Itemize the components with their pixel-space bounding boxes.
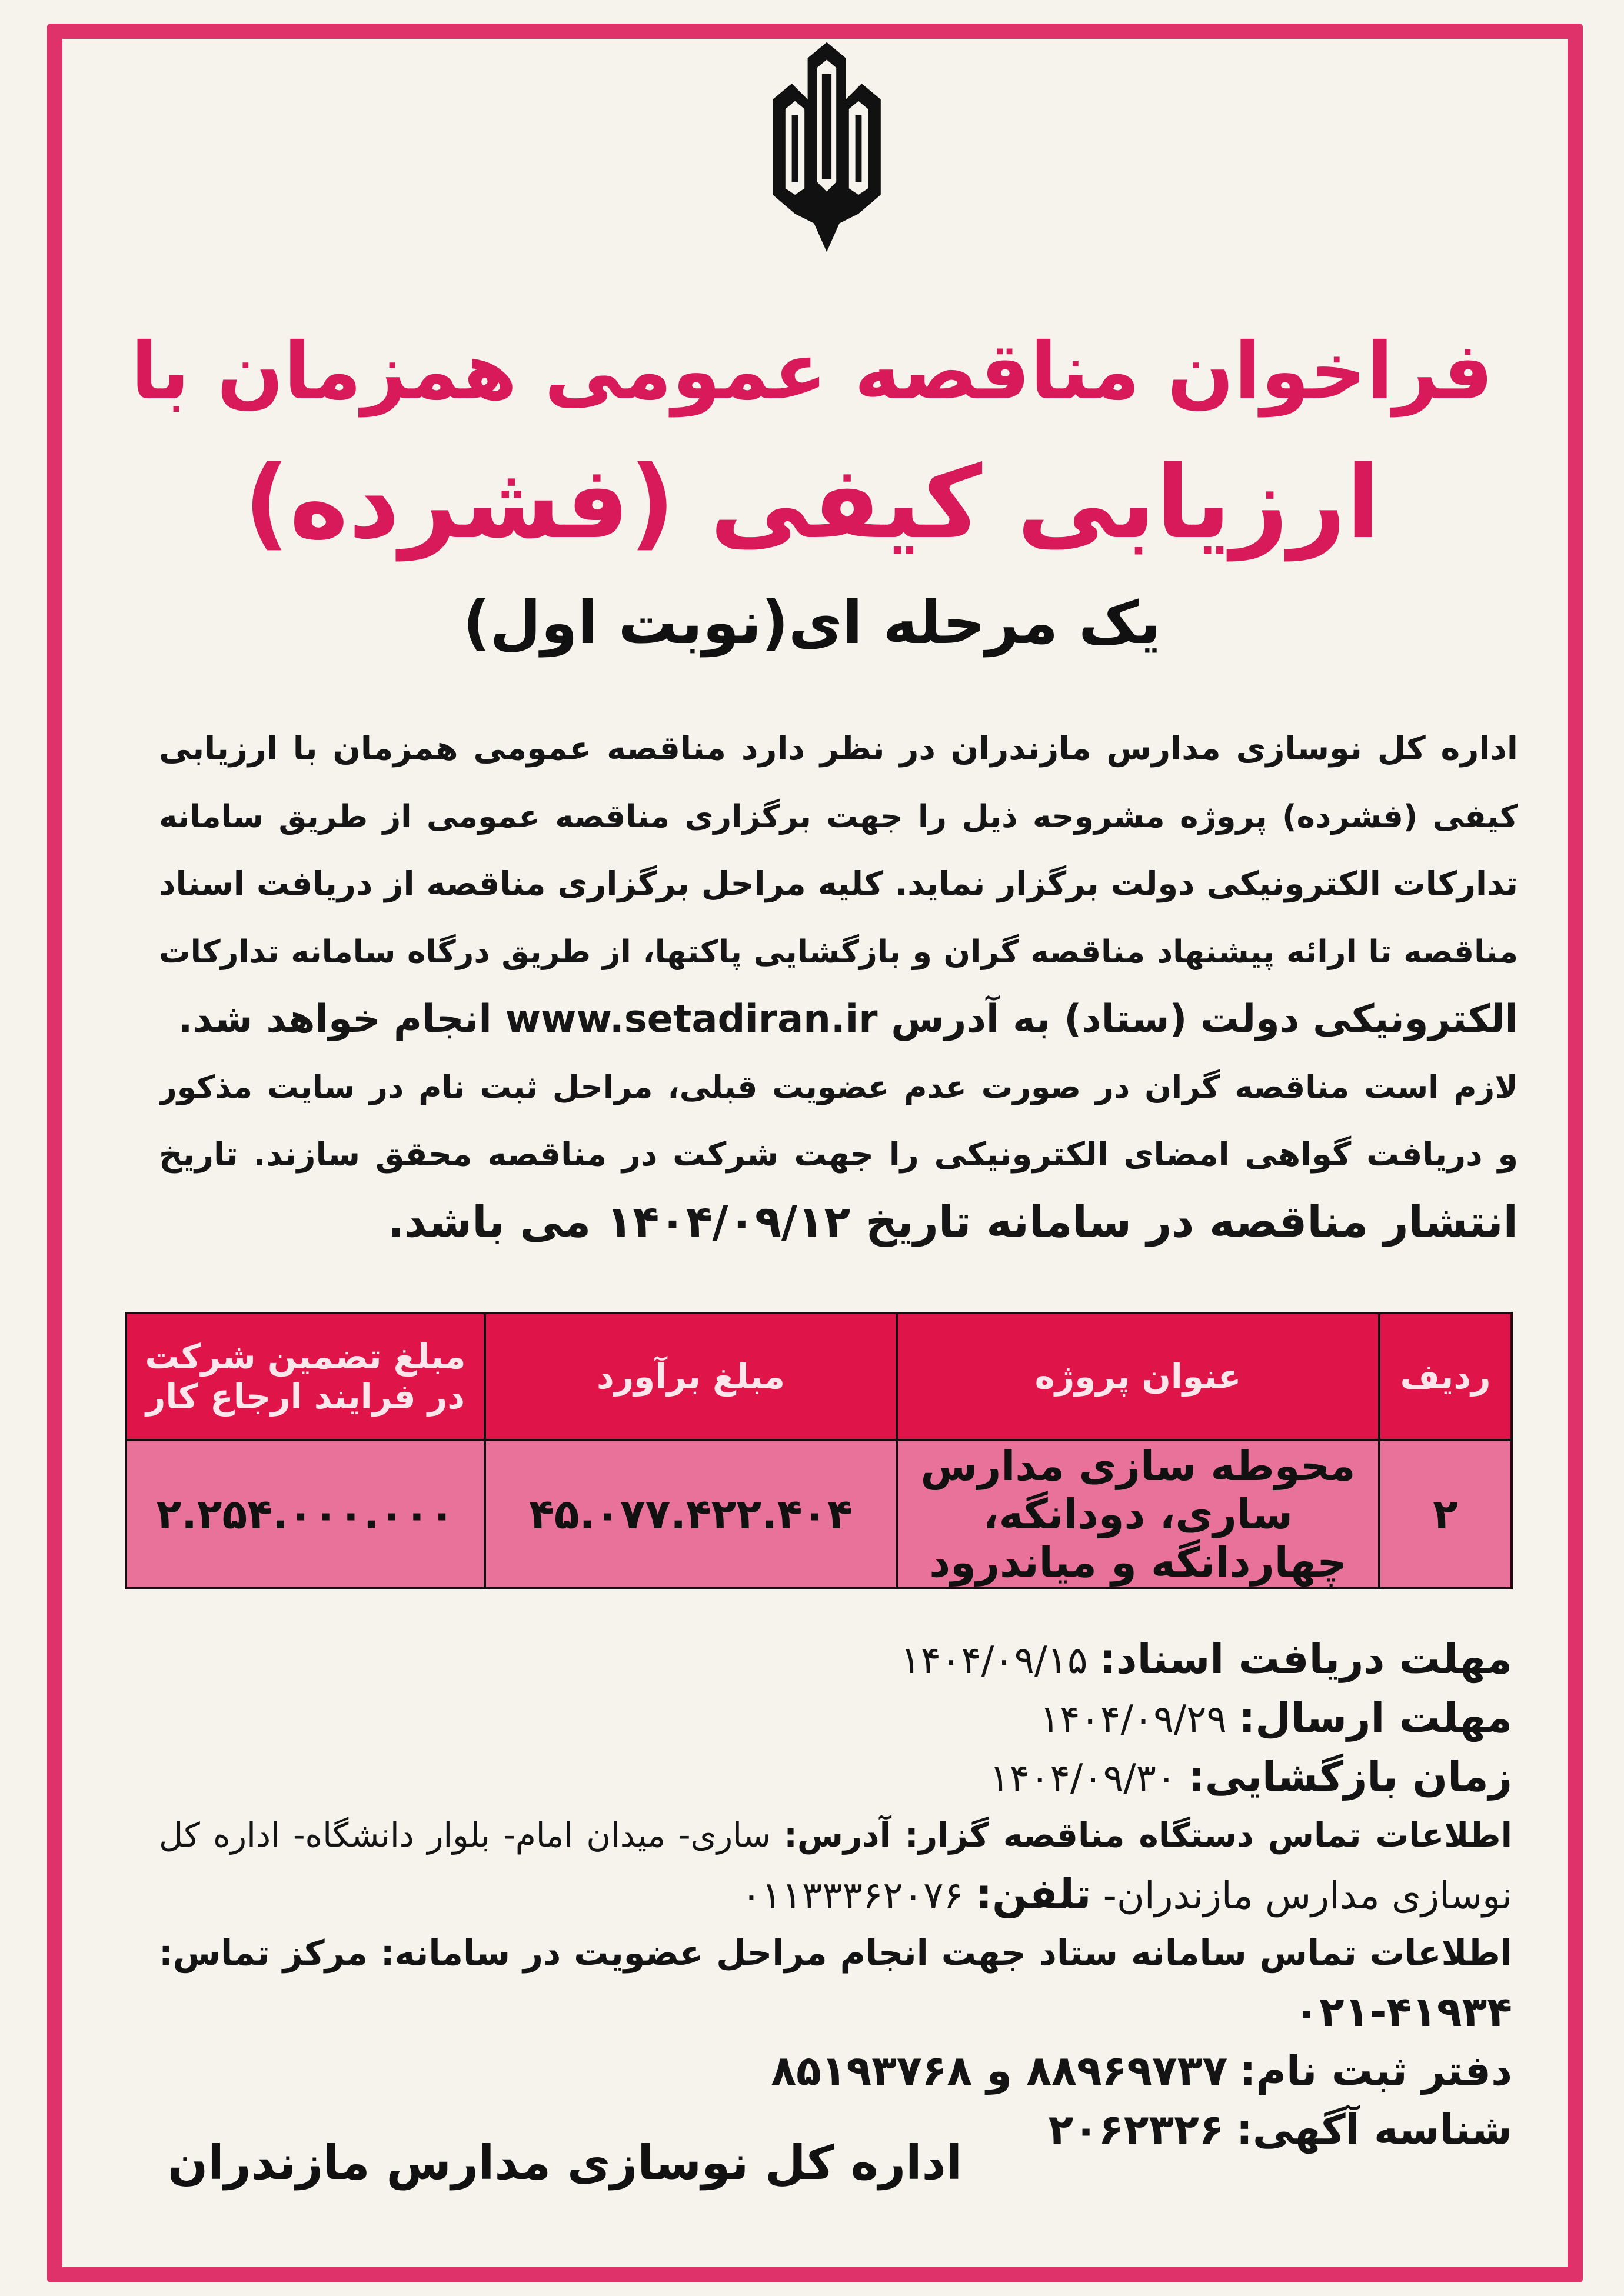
body-text (159, 715, 1518, 1256)
contact-phone: نوسازی مدارس مازندران- تلفن: ۰۱۱۳۳۳۶۲۰۷۶ (741, 1870, 1512, 1918)
iran-emblem-icon (747, 35, 906, 259)
setad-contact: اطلاعات تماس سامانه ستاد جهت انجام مراحل عضویت در سامانه: مرکز تماس: (159, 1932, 1512, 1973)
opening-time: زمان بازگشایی: ۱۴۰۴/۰۹/۳۰ (989, 1752, 1512, 1801)
send-deadline: مهلت ارسال: ۱۴۰۴/۰۹/۲۹ (1039, 1694, 1512, 1742)
cell-estimate: ۴۵.۰۷۷.۴۲۲.۴۰۴ (485, 1440, 897, 1588)
project-table (125, 1312, 1513, 1589)
body-line: انتشار مناقصه در سامانه تاریخ ۱۴۰۴/۰۹/۱۲ می باشد. (387, 1197, 1518, 1247)
body-line: لازم است مناقصه گران در صورت عدم عضویت قبلی، مراحل ثبت نام در سایت مذکور (159, 1068, 1518, 1105)
doc-deadline: مهلت دریافت اسناد: ۱۴۰۴/۰۹/۱۵ (900, 1635, 1512, 1683)
registration-office: دفتر ثبت نام: ۸۸۹۶۹۷۳۷ و ۸۵۱۹۳۷۶۸ (771, 2047, 1512, 2095)
header-project-title: عنوان پروژه (897, 1313, 1379, 1440)
cell-row-number: ۲ (1379, 1440, 1512, 1588)
table-header-row (126, 1313, 1512, 1440)
header-row-number: ردیف (1379, 1313, 1512, 1440)
body-line: اداره کل نوسازی مدارس مازندران در نظر دارد مناقصه عمومی همزمان با ارزیابی (159, 729, 1518, 768)
body-line: مناقصه تا ارائه پیشنهاد مناقصه گران و بازگشایی پاکتها، از طریق درگاه سامانه تدارکات (159, 933, 1518, 970)
body-line: تدارکات الکترونیکی دولت برگزار نماید. کلیه مراحل برگزاری مناقصه از دریافت اسناد (159, 865, 1518, 903)
title-line-2: ارزیابی کیفی (فشرده) (244, 445, 1380, 561)
body-line: و دریافت گواهی امضای الکترونیکی را جهت شرکت در مناقصه محقق سازند. تاریخ (159, 1135, 1518, 1174)
table-row (126, 1440, 1512, 1588)
cell-guarantee: ۲.۲۵۴.۰۰۰.۰۰۰ (126, 1440, 485, 1588)
header-guarantee: مبلغ تضمین شرکت در فرایند ارجاع کار (126, 1313, 485, 1440)
body-line: الکترونیکی دولت (ستاد) به آدرس www.setadiran.ir انجام خواهد شد. (178, 997, 1518, 1041)
setad-phone: ۰۲۱-۴۱۹۳۴ (1294, 1988, 1512, 2036)
signature: اداره کل نوسازی مدارس مازندران (168, 2135, 963, 2190)
title-line-1: فراخوان مناقصه عمومی همزمان با (131, 326, 1493, 417)
tender-info (159, 1629, 1512, 2159)
contact-address: اطلاعات تماس دستگاه مناقصه گزار: آدرس: ساری- میدان امام- بلوار دانشگاه- اداره کل (159, 1816, 1512, 1855)
cell-project-title: محوطه سازی مدارس ساری، دودانگه، چهاردانگه و میاندرود (897, 1440, 1379, 1588)
header-estimate: مبلغ برآورد (485, 1313, 897, 1440)
ad-id: شناسه آگهی: ۲۰۶۲۳۲۶ (1048, 2105, 1512, 2154)
subtitle: یک مرحله ای(نوبت اول) (462, 588, 1162, 657)
body-line: کیفی (فشرده) پروژه مشروحه ذیل را جهت برگزاری مناقصه عمومی از طریق سامانه (159, 798, 1518, 835)
